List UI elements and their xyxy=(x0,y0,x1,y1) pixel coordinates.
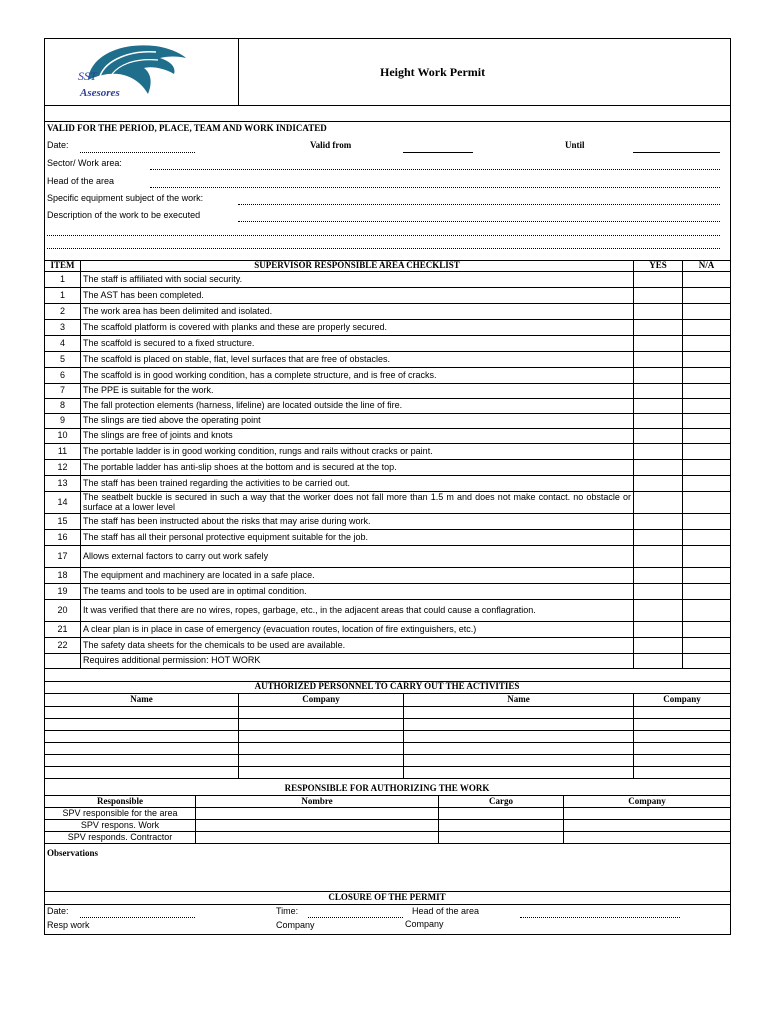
yes-checkbox[interactable] xyxy=(634,399,683,414)
yes-checkbox[interactable] xyxy=(634,622,683,638)
responsible-role: SPV responsible for the area xyxy=(45,808,196,820)
item-number: 1 xyxy=(45,272,81,288)
yes-checkbox[interactable] xyxy=(634,272,683,288)
na-checkbox[interactable] xyxy=(683,272,731,288)
table-row xyxy=(45,832,731,844)
company2-cell[interactable] xyxy=(634,743,731,755)
name-cell[interactable] xyxy=(45,731,239,743)
checklist-text: The seatbelt buckle is secured in such a way that the worker does not fall more than 1.5 m and does not make contact. no obstacle or surface at a lower level xyxy=(81,492,634,514)
checklist-text: The portable ladder is in good working condition, rungs and rails without cracks or paint. xyxy=(81,444,634,460)
company2-cell[interactable] xyxy=(634,719,731,731)
yes-checkbox[interactable] xyxy=(634,530,683,546)
observations-label: Observations xyxy=(47,848,99,858)
description-field-1[interactable] xyxy=(238,221,720,222)
col-item-header: ITEM xyxy=(45,261,81,272)
table-row xyxy=(45,414,731,429)
yes-checkbox[interactable] xyxy=(634,414,683,429)
table-row xyxy=(45,820,731,832)
name-cell[interactable] xyxy=(45,755,239,767)
na-checkbox[interactable] xyxy=(683,622,731,638)
table-row xyxy=(45,584,731,600)
item-number: 18 xyxy=(45,568,81,584)
cargo-cell[interactable] xyxy=(439,820,564,832)
company-cell[interactable] xyxy=(239,707,404,719)
company-cell[interactable] xyxy=(239,755,404,767)
na-checkbox[interactable] xyxy=(683,584,731,600)
col-yes-header: YES xyxy=(634,261,683,272)
checklist-text: The safety data sheets for the chemicals to be used are available. xyxy=(81,638,634,654)
na-checkbox[interactable] xyxy=(683,429,731,444)
yes-checkbox[interactable] xyxy=(634,304,683,320)
col-na-header: N/A xyxy=(683,261,731,272)
table-row xyxy=(45,514,731,530)
name-cell[interactable] xyxy=(45,707,239,719)
checklist-text: The work area has been delimited and isolated. xyxy=(81,304,634,320)
checklist-text: The fall protection elements (harness, lifeline) are located outside the line of fire. xyxy=(81,399,634,414)
checklist-text: The teams and tools to be used are in optimal condition. xyxy=(81,584,634,600)
na-checkbox[interactable] xyxy=(683,399,731,414)
closure-resp-label: Resp work xyxy=(47,920,90,930)
col-nombre-header: Nombre xyxy=(196,796,439,808)
yes-checkbox[interactable] xyxy=(634,288,683,304)
description-field-3[interactable] xyxy=(47,248,720,249)
responsible-role: SPV responds. Contractor xyxy=(45,832,196,844)
table-row xyxy=(45,755,731,767)
checklist-text: The slings are tied above the operating point xyxy=(81,414,634,429)
checklist-text: The scaffold is secured to a fixed structure. xyxy=(81,336,634,352)
yes-checkbox[interactable] xyxy=(634,476,683,492)
head-label: Head of the area xyxy=(47,176,115,186)
logo-text-sst: SST xyxy=(78,69,97,83)
item-number: 11 xyxy=(45,444,81,460)
table-row xyxy=(45,429,731,444)
na-checkbox[interactable] xyxy=(683,414,731,429)
yes-checkbox[interactable] xyxy=(634,568,683,584)
company2-cell[interactable] xyxy=(634,731,731,743)
personnel-heading: AUTHORIZED PERSONNEL TO CARRY OUT THE ACTIVITIES xyxy=(254,681,520,691)
authorizing-table xyxy=(44,795,731,844)
checklist-text: The scaffold is in good working condition, has a complete structure, and is free of cracks. xyxy=(81,368,634,384)
item-number: 5 xyxy=(45,352,81,368)
name2-cell[interactable] xyxy=(404,731,634,743)
item-number: 8 xyxy=(45,399,81,414)
until-label: Until xyxy=(565,140,585,150)
na-checkbox[interactable] xyxy=(683,288,731,304)
item-number: 13 xyxy=(45,476,81,492)
company-cell[interactable] xyxy=(239,719,404,731)
item-number: 22 xyxy=(45,638,81,654)
nombre-cell[interactable] xyxy=(196,820,439,832)
yes-checkbox[interactable] xyxy=(634,492,683,514)
name-cell[interactable] xyxy=(45,767,239,779)
company-cell[interactable] xyxy=(564,808,731,820)
item-number: 10 xyxy=(45,429,81,444)
item-number: 4 xyxy=(45,336,81,352)
yes-checkbox[interactable] xyxy=(634,460,683,476)
authorizing-heading: RESPONSIBLE FOR AUTHORIZING THE WORK xyxy=(284,783,490,793)
yes-checkbox[interactable] xyxy=(634,638,683,654)
yes-checkbox[interactable] xyxy=(634,546,683,568)
checklist-text: The slings are free of joints and knots xyxy=(81,429,634,444)
table-row xyxy=(45,399,731,414)
company-cell[interactable] xyxy=(239,743,404,755)
checklist-text: The staff has been instructed about the risks that may arise during work. xyxy=(81,514,634,530)
closure-time-field[interactable] xyxy=(308,917,403,918)
na-checkbox[interactable] xyxy=(683,460,731,476)
closure-head-field[interactable] xyxy=(520,917,680,918)
yes-checkbox[interactable] xyxy=(634,320,683,336)
name2-cell[interactable] xyxy=(404,707,634,719)
company2-cell[interactable] xyxy=(634,707,731,719)
table-row xyxy=(45,707,731,719)
item-number: 12 xyxy=(45,460,81,476)
table-row xyxy=(45,731,731,743)
name-cell[interactable] xyxy=(45,743,239,755)
responsible-role: SPV respons. Work xyxy=(45,820,196,832)
table-row xyxy=(45,352,731,368)
validity-heading: VALID FOR THE PERIOD, PLACE, TEAM AND WORK INDICATED xyxy=(47,123,327,133)
observations-field[interactable] xyxy=(44,846,730,891)
yes-checkbox[interactable] xyxy=(634,429,683,444)
yes-checkbox[interactable] xyxy=(634,384,683,399)
na-checkbox[interactable] xyxy=(683,336,731,352)
item-number: 20 xyxy=(45,600,81,622)
na-checkbox[interactable] xyxy=(683,568,731,584)
nombre-cell[interactable] xyxy=(196,808,439,820)
yes-checkbox[interactable] xyxy=(634,444,683,460)
item-number: 14 xyxy=(45,492,81,514)
checklist-text: It was verified that there are no wires, ropes, garbage, etc., in the adjacent areas that could cause a conflagration. xyxy=(81,600,634,622)
closure-date-field[interactable] xyxy=(80,917,195,918)
yes-checkbox[interactable] xyxy=(634,514,683,530)
checklist-text: The AST has been completed. xyxy=(81,288,634,304)
table-row xyxy=(45,638,731,654)
item-number: 19 xyxy=(45,584,81,600)
na-checkbox[interactable] xyxy=(683,638,731,654)
na-checkbox[interactable] xyxy=(683,476,731,492)
checklist-text: The portable ladder has anti-slip shoes at the bottom and is secured at the top. xyxy=(81,460,634,476)
item-number: 16 xyxy=(45,530,81,546)
table-row xyxy=(45,320,731,336)
na-checkbox[interactable] xyxy=(683,546,731,568)
closure-date-label: Date: xyxy=(47,906,69,916)
closure-company-label-2: Company xyxy=(405,919,444,929)
item-number: 9 xyxy=(45,414,81,429)
na-checkbox[interactable] xyxy=(683,352,731,368)
date-label: Date: xyxy=(47,140,69,150)
table-row xyxy=(45,272,731,288)
company-cell[interactable] xyxy=(564,832,731,844)
item-number: 6 xyxy=(45,368,81,384)
company-cell[interactable] xyxy=(239,731,404,743)
checklist-text: The PPE is suitable for the work. xyxy=(81,384,634,399)
item-number: 2 xyxy=(45,304,81,320)
na-checkbox[interactable] xyxy=(683,492,731,514)
table-row xyxy=(45,654,731,669)
checklist-text: The scaffold is placed on stable, flat, level surfaces that are free of obstacles. xyxy=(81,352,634,368)
head-field[interactable] xyxy=(150,187,720,188)
name2-cell[interactable] xyxy=(404,767,634,779)
yes-checkbox[interactable] xyxy=(634,584,683,600)
checklist-text: Allows external factors to carry out work safely xyxy=(81,546,634,568)
until-field[interactable] xyxy=(633,152,720,153)
logo-text-asesores: Asesores xyxy=(80,87,120,99)
col-auth-company-header: Company xyxy=(564,796,731,808)
company2-cell[interactable] xyxy=(634,755,731,767)
item-number: 3 xyxy=(45,320,81,336)
table-row xyxy=(45,568,731,584)
na-checkbox[interactable] xyxy=(683,654,731,669)
col-responsible-header: Responsible xyxy=(45,796,196,808)
col-checklist-header: SUPERVISOR RESPONSIBLE AREA CHECKLIST xyxy=(81,261,634,272)
table-row xyxy=(45,492,731,514)
table-row xyxy=(45,384,731,399)
item-number: 17 xyxy=(45,546,81,568)
yes-checkbox[interactable] xyxy=(634,600,683,622)
name-cell[interactable] xyxy=(45,719,239,731)
item-number: 7 xyxy=(45,384,81,399)
checklist-text: The staff has all their personal protective equipment suitable for the job. xyxy=(81,530,634,546)
checklist-text: The scaffold platform is covered with planks and these are properly secured. xyxy=(81,320,634,336)
col-name-header: Name xyxy=(45,694,239,707)
equipment-field[interactable] xyxy=(238,204,720,205)
na-checkbox[interactable] xyxy=(683,600,731,622)
checklist-text: The equipment and machinery are located in a safe place. xyxy=(81,568,634,584)
table-row xyxy=(45,808,731,820)
na-checkbox[interactable] xyxy=(683,304,731,320)
cargo-cell[interactable] xyxy=(439,808,564,820)
company-cell[interactable] xyxy=(239,767,404,779)
description-label: Description of the work to be executed xyxy=(47,210,201,220)
sector-label: Sector/ Work area: xyxy=(47,158,122,168)
table-row xyxy=(45,767,731,779)
nombre-cell[interactable] xyxy=(196,832,439,844)
table-row xyxy=(45,460,731,476)
personnel-table xyxy=(44,693,731,779)
col-company-header: Company xyxy=(239,694,404,707)
checklist-text: Requires additional permission: HOT WORK xyxy=(81,654,634,669)
col-name2-header: Name xyxy=(404,694,634,707)
item-number: 15 xyxy=(45,514,81,530)
sector-field[interactable] xyxy=(150,169,720,170)
na-checkbox[interactable] xyxy=(683,530,731,546)
yes-checkbox[interactable] xyxy=(634,368,683,384)
date-field[interactable] xyxy=(80,152,195,153)
company-cell[interactable] xyxy=(564,820,731,832)
na-checkbox[interactable] xyxy=(683,320,731,336)
item-number: 21 xyxy=(45,622,81,638)
page-title: Height Work Permit xyxy=(380,65,486,79)
table-row xyxy=(45,600,731,622)
table-row xyxy=(45,336,731,352)
checklist-text: The staff has been trained regarding the activities to be carried out. xyxy=(81,476,634,492)
name2-cell[interactable] xyxy=(404,743,634,755)
table-row xyxy=(45,288,731,304)
checklist-text: A clear plan is in place in case of emergency (evacuation routes, location of fire extinguishers, etc.) xyxy=(81,622,634,638)
closure-time-label: Time: xyxy=(276,906,299,916)
cargo-cell[interactable] xyxy=(439,832,564,844)
yes-checkbox[interactable] xyxy=(634,352,683,368)
table-row xyxy=(45,368,731,384)
yes-checkbox[interactable] xyxy=(634,336,683,352)
valid-from-label: Valid from xyxy=(310,140,352,150)
table-row xyxy=(45,622,731,638)
table-row xyxy=(45,444,731,460)
description-field-2[interactable] xyxy=(47,235,720,236)
col-cargo-header: Cargo xyxy=(439,796,564,808)
name2-cell[interactable] xyxy=(404,719,634,731)
table-row xyxy=(45,304,731,320)
table-row xyxy=(45,530,731,546)
yes-checkbox[interactable] xyxy=(634,654,683,669)
equipment-label: Specific equipment subject of the work: xyxy=(47,193,204,203)
table-row xyxy=(45,743,731,755)
closure-company-label: Company xyxy=(276,920,315,930)
company2-cell[interactable] xyxy=(634,767,731,779)
na-checkbox[interactable] xyxy=(683,514,731,530)
table-row xyxy=(45,476,731,492)
checklist-text: The staff is affiliated with social security. xyxy=(81,272,634,288)
table-row xyxy=(45,719,731,731)
na-checkbox[interactable] xyxy=(683,368,731,384)
name2-cell[interactable] xyxy=(404,755,634,767)
col-company2-header: Company xyxy=(634,694,731,707)
na-checkbox[interactable] xyxy=(683,384,731,399)
closure-head-label: Head of the area xyxy=(412,906,480,916)
item-number xyxy=(45,654,81,669)
checklist-table xyxy=(44,260,731,669)
item-number: 1 xyxy=(45,288,81,304)
na-checkbox[interactable] xyxy=(683,444,731,460)
table-row xyxy=(45,546,731,568)
valid-from-field[interactable] xyxy=(403,152,473,153)
closure-heading: CLOSURE OF THE PERMIT xyxy=(328,892,446,902)
